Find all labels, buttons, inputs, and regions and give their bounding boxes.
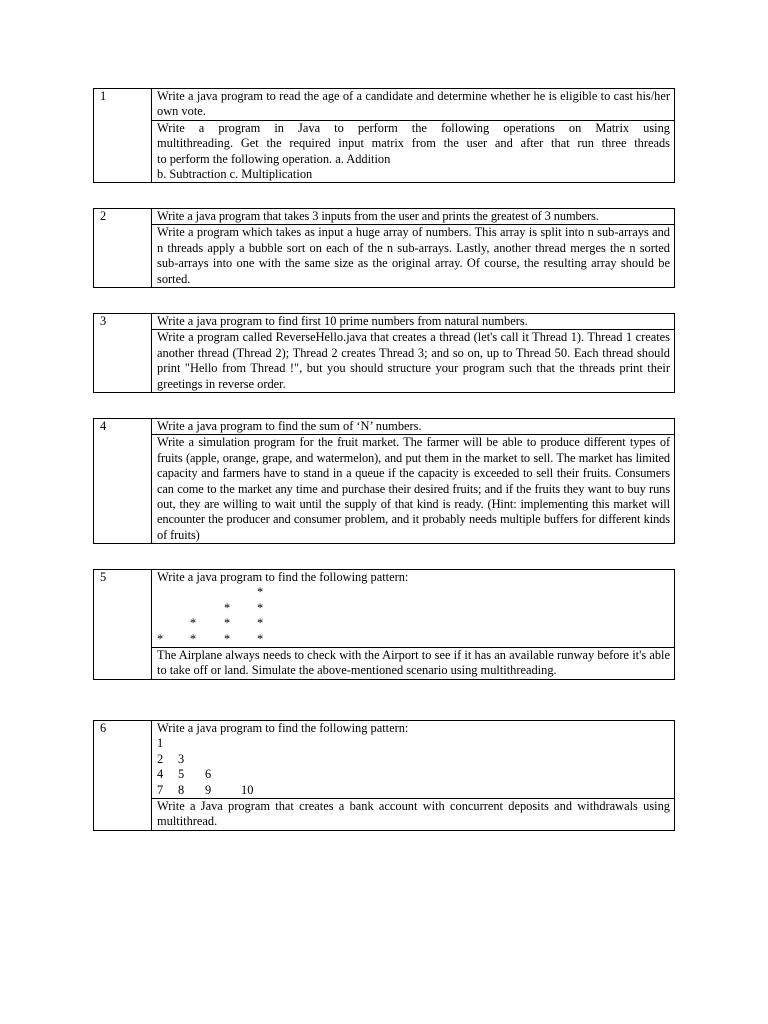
- question-multithreading: [152, 120, 675, 183]
- pattern-cell: *: [257, 631, 264, 646]
- block-number: 6: [94, 721, 152, 831]
- question-multithreading: Write a Java program that creates a bank account with concurrent deposits and withdrawals using multithread.: [152, 798, 675, 830]
- block-number: 5: [94, 570, 152, 680]
- pattern-cell: 7: [157, 782, 164, 797]
- question-block-6: [93, 720, 675, 831]
- question-basic: Write a java program to find the sum of ‘N’ numbers.: [152, 419, 675, 435]
- block-number: 4: [94, 419, 152, 544]
- text-line: Write a program in Java to perform the following operations on Matrix using: [157, 120, 670, 135]
- pattern-cell: *: [224, 600, 231, 615]
- question-block-2: [93, 208, 675, 288]
- pattern-cell: 10: [241, 782, 254, 797]
- question-multithreading: The Airplane always needs to check with the Airport to see if it has an available runway before it's able to take off or land. Simulate the above-mentioned scenario using multithreading.: [152, 647, 675, 679]
- pattern-cell: *: [257, 600, 264, 615]
- block-number: 3: [94, 314, 152, 393]
- question-basic: Write a java program to find first 10 prime numbers from natural numbers.: [152, 314, 675, 330]
- pattern-cell: 5: [178, 767, 185, 782]
- question-multithreading: Write a program which takes as input a huge array of numbers. This array is split into n sub-arrays and n threads apply a bubble sort on each of the n sub-arrays. Lastly, another thread merges the n sorted sub-arrays into one with the same size as the original array. Of course, the resulting array should be sorted.: [152, 225, 675, 288]
- question-block-1: [93, 88, 675, 183]
- pattern-cell: 8: [178, 782, 185, 797]
- pattern-cell: *: [157, 631, 164, 646]
- pattern-cell: 4: [157, 767, 164, 782]
- question-text: Write a java program to find the following pattern:: [157, 721, 409, 735]
- question-basic: [152, 721, 675, 799]
- pattern-cell: 9: [205, 782, 212, 797]
- question-basic: Write a java program that takes 3 inputs from the user and prints the greatest of 3 numbers.: [152, 209, 675, 225]
- question-block-4: [93, 418, 675, 544]
- pattern-cell: *: [224, 616, 231, 631]
- question-text: Write a java program to find the following pattern:: [157, 570, 409, 584]
- pattern-cell: 3: [178, 751, 185, 766]
- text-line: to perform the following operation. a. Addition: [157, 151, 391, 166]
- question-basic: [152, 570, 675, 648]
- pattern-cell: *: [190, 616, 197, 631]
- text-line: b. Subtraction c. Multiplication: [157, 167, 313, 182]
- question-multithreading: Write a simulation program for the fruit market. The farmer will be able to produce different types of fruits (apple, orange, grape, and watermelon), and put them in the market to sell. The market has limited capacity and farmers have to stand in a queue if the capacity is exceeded to sell their fruits. Consumers can come to the market any time and purchase their desired fruits; and if the fruits they want to buy runs out, they are willing to wait until the supply of that kind is ready. (Hint: implementing this market will encounter the producer and consumer problem, and it probably needs multiple buffers for different kinds of fruits): [152, 435, 675, 544]
- block-number: 1: [94, 89, 152, 183]
- pattern-cell: 6: [205, 767, 212, 782]
- pattern-cell: *: [190, 631, 197, 646]
- pattern-cell: *: [257, 616, 264, 631]
- text-line: multithreading. Get the required input matrix from the user and after that run three threads: [157, 136, 670, 151]
- pattern-cell: 2: [157, 751, 164, 766]
- question-block-3: [93, 313, 675, 393]
- question-block-5: [93, 569, 675, 680]
- pattern-cell: *: [224, 631, 231, 646]
- block-number: 2: [94, 209, 152, 288]
- pattern-cell: *: [257, 585, 264, 600]
- star-pattern: [157, 585, 670, 647]
- question-multithreading: Write a program called ReverseHello.java that creates a thread (let's call it Thread 1). Thread 1 creates another thread (Thread 2); Thread 2 creates Thread 3; and so on, up to Thread 50. Each thread should print "Hello from Thread !", but you should structure your program such that the threads print their greetings in reverse order.: [152, 330, 675, 393]
- pattern-cell: 1: [157, 736, 164, 751]
- number-pattern: [157, 736, 670, 798]
- question-basic: Write a java program to read the age of a candidate and determine whether he is eligible to cast his/her own vote.: [152, 89, 675, 121]
